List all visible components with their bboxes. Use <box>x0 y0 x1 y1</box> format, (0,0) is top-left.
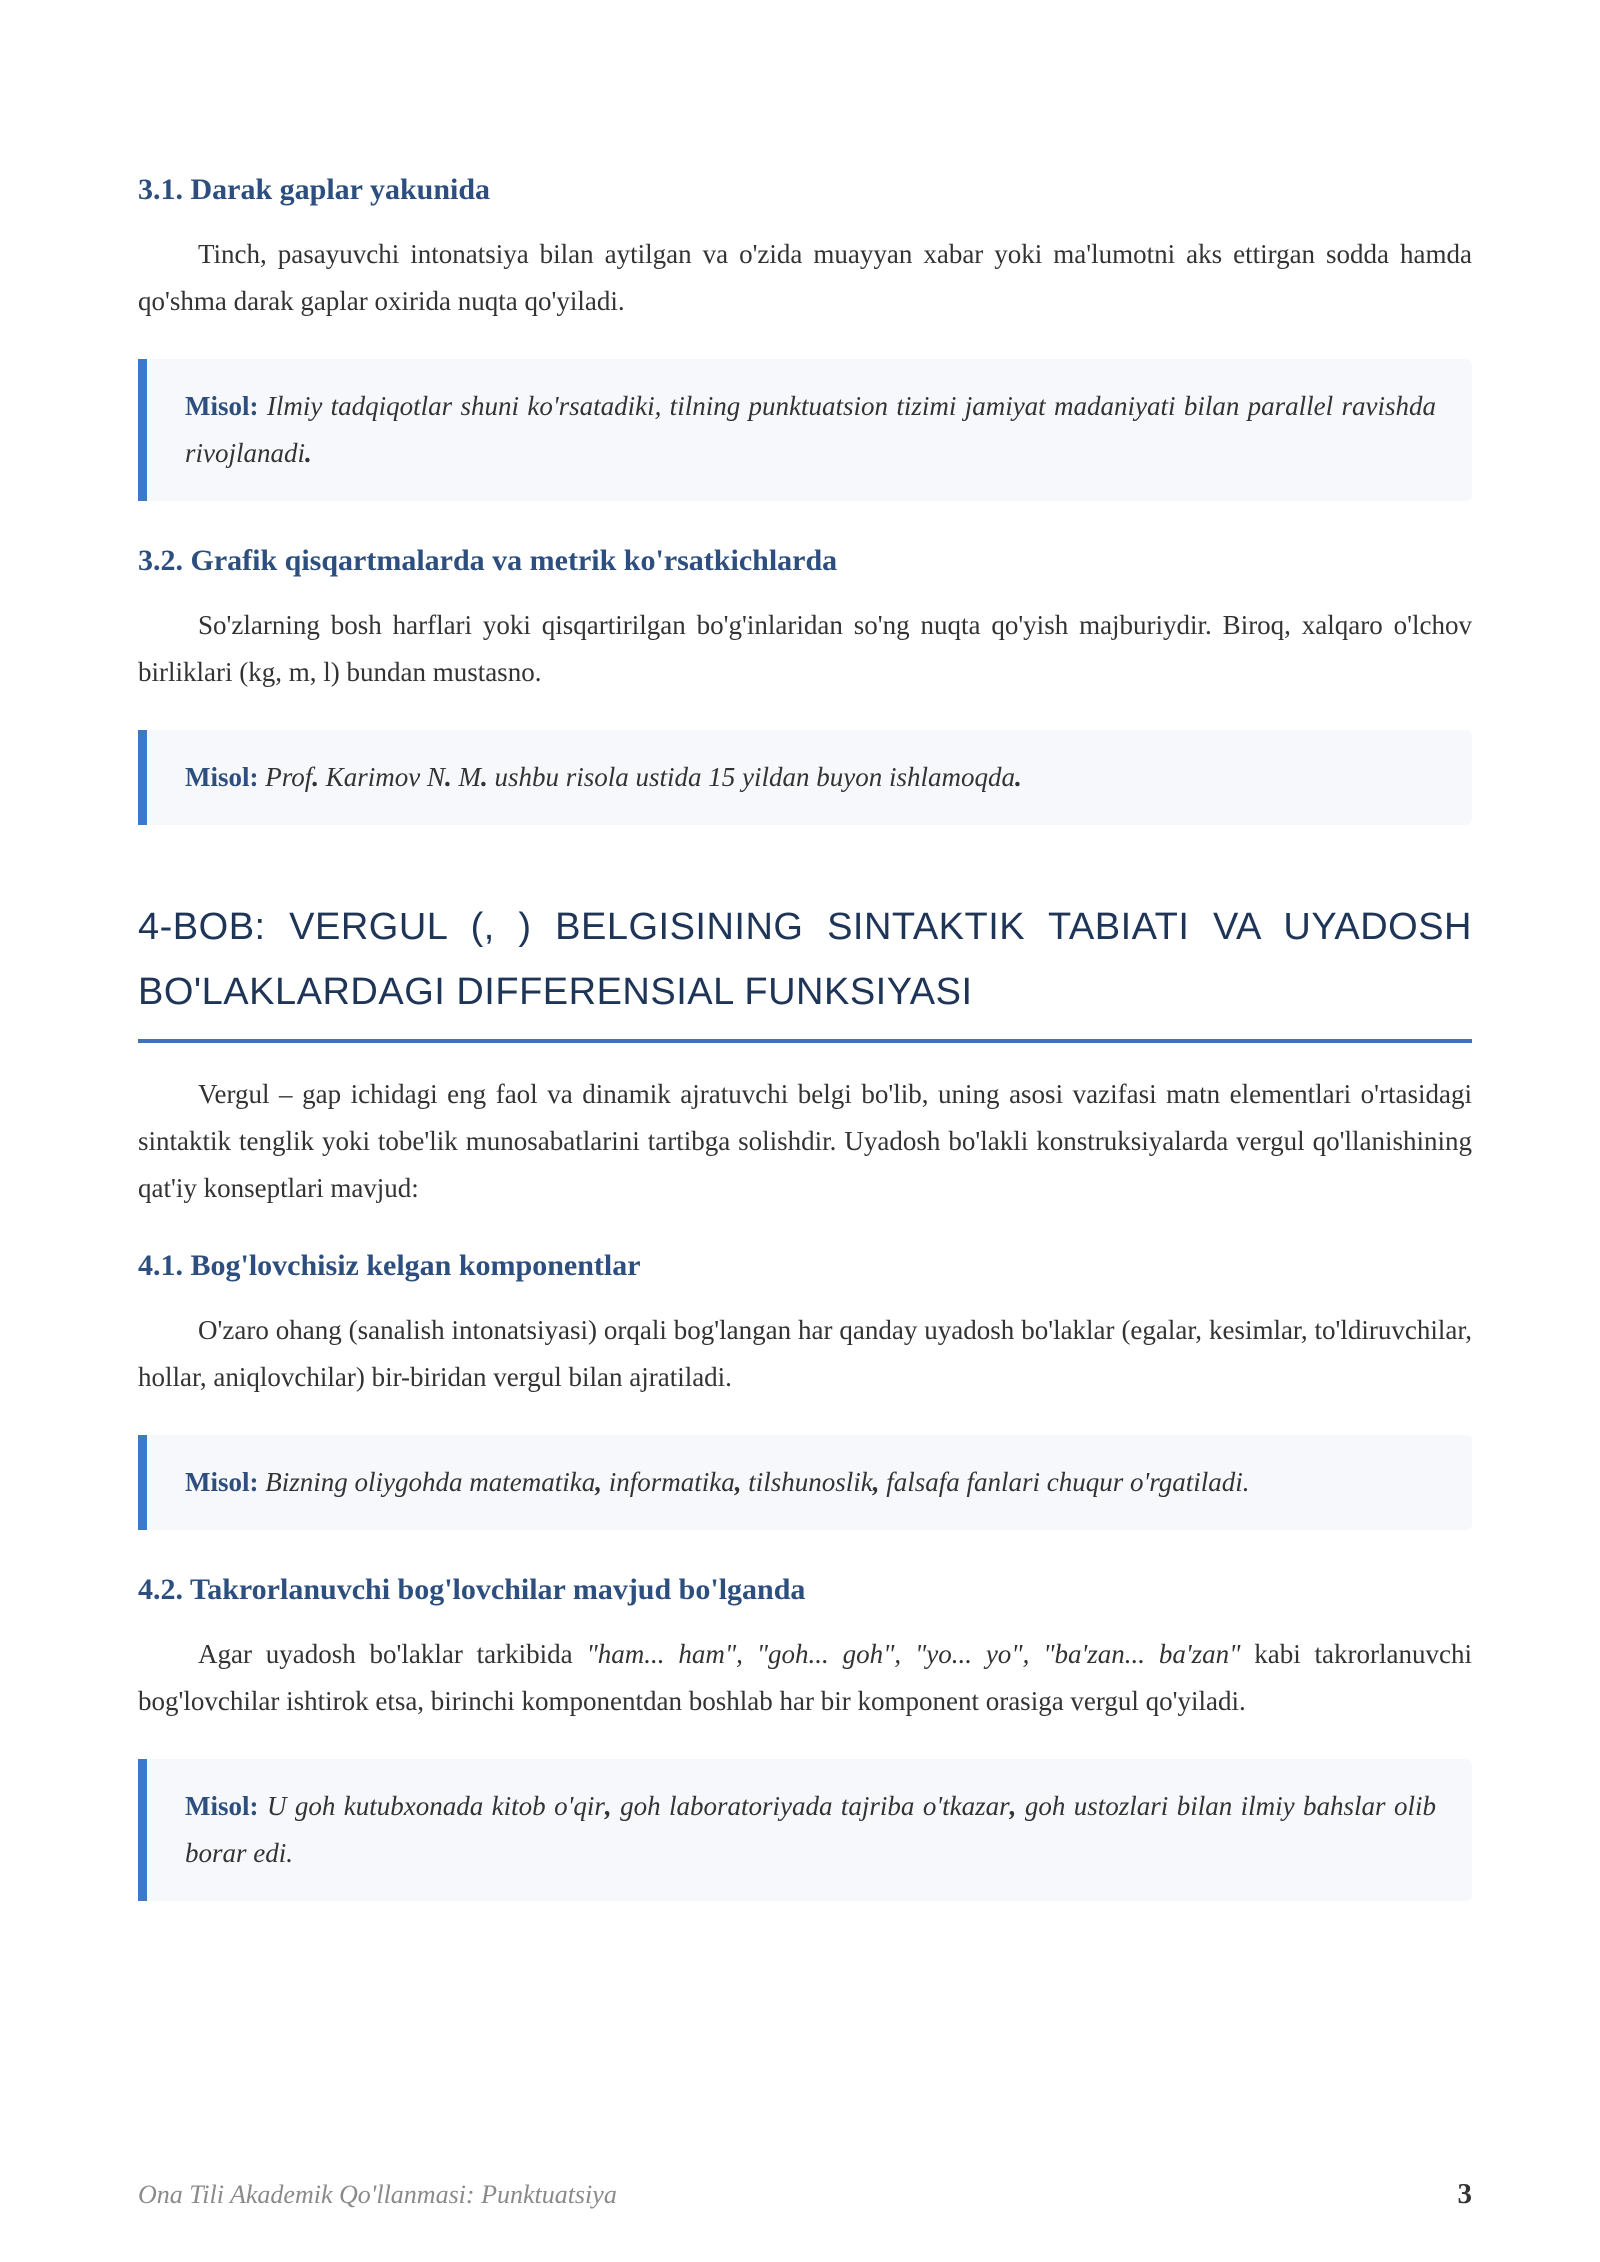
punctuation-mark: , <box>734 1467 742 1497</box>
section-3-2-heading: 3.2. Grafik qisqartmalarda va metrik ko'rsatkichlarda <box>138 544 838 577</box>
section-4-1-heading: 4.1. Bog'lovchisiz kelgan komponentlar <box>138 1249 641 1282</box>
footer-title: Ona Tili Akademik Qo'llanmasi: Punktuatsiya <box>138 2179 617 2209</box>
chapter-4-heading: 4-BOB: VERGUL (, ) BELGISINING SINTAKTIK TABIATI VA UYADOSH BO'LAKLARDAGI DIFFERENSIAL FUNKSIYASI <box>138 895 1472 1043</box>
punctuation-mark: . <box>1015 762 1022 792</box>
section-3-1-heading: 3.1. Darak gaplar yakunida <box>138 173 491 206</box>
page-footer <box>138 2178 1472 2211</box>
example-text <box>185 1791 1436 1868</box>
body-fragment: kabi takrorlanuvchi bog'lovchilar ishtirok etsa, birinchi komponentdan boshlab har bir komponent orasiga vergul qo'yiladi. <box>138 1639 1472 1716</box>
example-fragment: Prof <box>265 762 313 792</box>
punctuation-mark: . <box>445 762 452 792</box>
punctuation-mark: , <box>604 1791 612 1821</box>
example-box-3-2 <box>138 730 1472 825</box>
section-4-2-heading: 4.2. Takrorlanuvchi bog'lovchilar mavjud bo'lganda <box>138 1573 806 1606</box>
punctuation-mark: . <box>305 438 312 468</box>
punctuation-mark: , <box>872 1467 880 1497</box>
example-label: Misol: <box>185 1791 259 1821</box>
example-label: Misol: <box>185 762 259 792</box>
example-box-3-1 <box>138 359 1472 501</box>
punctuation-mark: . <box>312 762 319 792</box>
section-4-2-body <box>138 1631 1472 1725</box>
example-sentence: Ilmiy tadqiqotlar shuni ko'rsatadiki, tilning punktuatsion tizimi jamiyat madaniyati bilan parallel ravishda rivojlanadi <box>185 391 1437 468</box>
document-page <box>138 170 1472 1941</box>
example-fragment: goh ustozlari bilan ilmiy bahslar olib borar edi. <box>185 1791 1436 1868</box>
example-fragment: Bizning oliygohda matematika <box>265 1467 596 1497</box>
section-4-1-body: O'zaro ohang (sanalish intonatsiyasi) orqali bog'langan har qanday uyadosh bo'laklar (egalar, kesimlar, to'ldiruvchilar, hollar, aniqlovchilar) bir-biridan vergul bilan ajratiladi. <box>138 1315 1472 1392</box>
section-3-1-body: Tinch, pasayuvchi intonatsiya bilan aytilgan va o'zida muayyan xabar yoki ma'lumotni aks ettirgan sodda hamda qo'shma darak gaplar oxirida nuqta qo'yiladi. <box>138 239 1472 316</box>
example-fragment: tilshunoslik <box>741 1467 873 1497</box>
example-fragment: M <box>451 762 482 792</box>
punctuation-mark: . <box>481 762 488 792</box>
example-box-4-1 <box>138 1435 1472 1530</box>
body-fragment: Agar uyadosh bo'laklar tarkibida <box>198 1639 587 1669</box>
example-label: Misol: <box>185 391 259 421</box>
section-3-2-body: So'zlarning bosh harflari yoki qisqartirilgan bo'g'inlaridan so'ng nuqta qo'yish majburiydir. Biroq, xalqaro o'lchov birliklari (kg, m, l) bundan mustasno. <box>138 610 1472 687</box>
punctuation-mark: , <box>595 1467 602 1497</box>
example-fragment: goh laboratoriyada tajriba o'tkazar <box>611 1791 1010 1821</box>
conjunction-examples: "ham... ham", "goh... goh", "yo... yo", "ba'zan... ba'zan" <box>586 1639 1241 1669</box>
example-text <box>185 391 1436 468</box>
chapter-4-intro: Vergul – gap ichidagi eng faol va dinamik ajratuvchi belgi bo'lib, uning asosi vazifasi matn elementlari o'rtasidagi sintaktik tenglik yoki tobe'lik munosabatlarini tartibga solishdir. Uyadosh bo'lakli konstruksiyalarda vergul qo'llanishining qat'iy konseptlari mavjud: <box>138 1079 1472 1203</box>
punctuation-mark: , <box>1009 1791 1017 1821</box>
example-fragment: falsafa fanlari chuqur o'rgatiladi. <box>879 1467 1250 1497</box>
example-text <box>265 762 1022 792</box>
example-text <box>265 1467 1249 1497</box>
example-fragment: U goh kutubxonada kitob o'qir <box>266 1791 605 1821</box>
example-label: Misol: <box>185 1467 259 1497</box>
example-box-4-2 <box>138 1759 1472 1901</box>
example-fragment: Karimov N <box>319 762 446 792</box>
example-fragment: ushbu risola ustida 15 yildan buyon ishlamoqda <box>487 762 1016 792</box>
page-number: 3 <box>1457 2178 1472 2210</box>
example-fragment: informatika <box>601 1467 735 1497</box>
